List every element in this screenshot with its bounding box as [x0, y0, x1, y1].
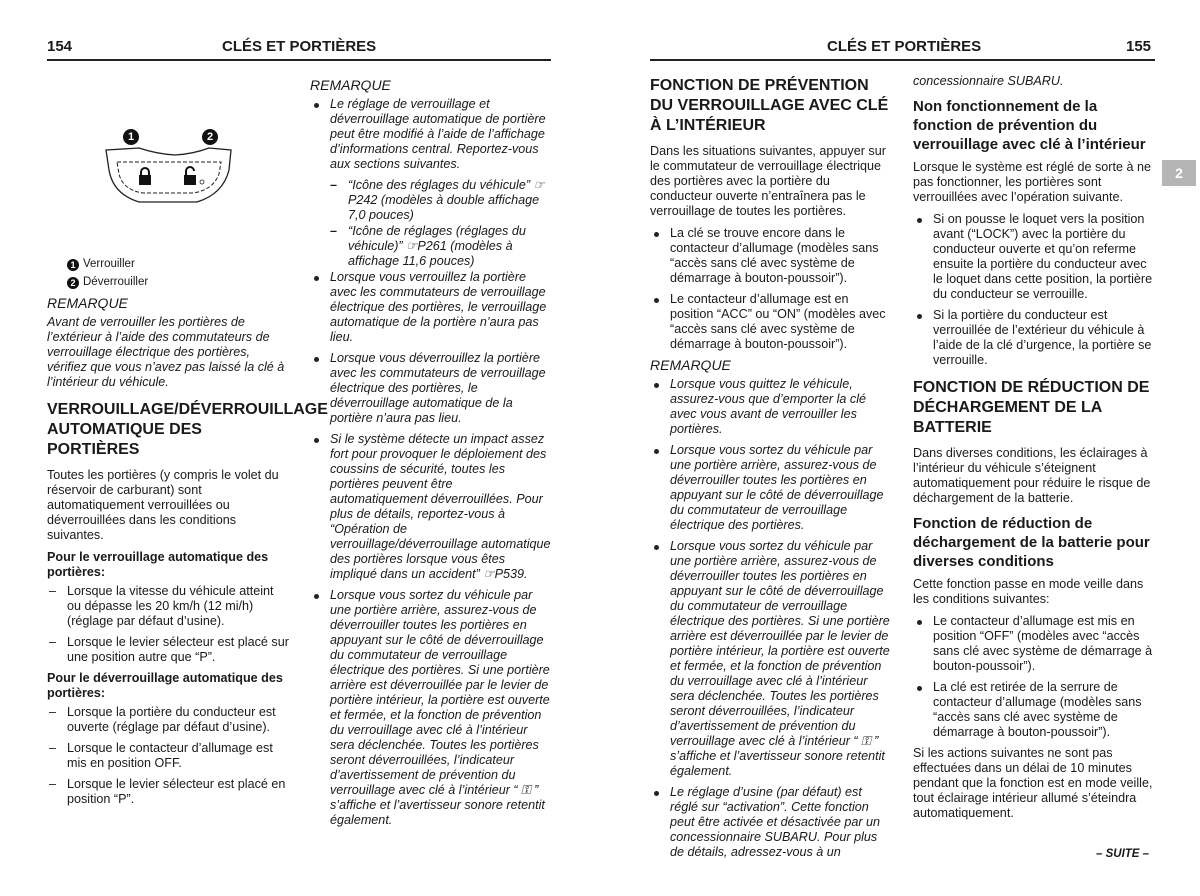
- column-1: [47, 72, 328, 813]
- column-4: [913, 74, 1155, 828]
- bullet-item: Si la portière du conducteur est verrouillée de l’extérieur du véhicule à l’aide de la clé d’urgence, la portière se verrouille.: [913, 308, 1155, 368]
- bullet-item: Si on pousse le loquet vers la position avant (“LOCK”) avec la portière du conducteur ouverte et qu’on referme ensuite la portière du conducteur avec le loquet dans cette position, la portière du conducteur se verrouille.: [913, 212, 1155, 302]
- remark-text: Avant de verrouiller les portières de l’extérieur à l’aide des commutateurs de verrouillage électrique des portières, vérifiez que vous n’avez pas laissé la clé à l’intérieur du véhicule.: [47, 315, 285, 389]
- legend-item: [67, 257, 289, 272]
- remark-bullet-item: Le réglage d’usine (par défaut) est réglé sur “activation”. Cette fonction peut être activée et désactivée par un concessionnaire SUBARU. Pour plus de détails, adressez-vous à un: [650, 785, 892, 860]
- remark-label: REMARQUE: [47, 295, 128, 311]
- dash-item: – Lorsque le levier sélecteur est placé en position “P”.: [47, 777, 289, 807]
- remark-bullet-item: Lorsque vous sortez du véhicule par une portière arrière, assurez-vous de déverrouiller toutes les portières en appuyant sur le côté de déverrouillage du commutateur de verrouillage électrique des portières.: [650, 443, 892, 533]
- bullet-item: Le contacteur d’allumage est mis en position “OFF” (modèles avec “accès sans clé avec système de démarrage à bouton-poussoir”).: [913, 614, 1155, 674]
- legend-label: Déverrouiller: [83, 276, 149, 288]
- unlock-icon: [184, 167, 204, 185]
- section-heading: FONCTION DE RÉDUCTION DE DÉCHARGEMENT DE LA BATTERIE: [913, 379, 1150, 436]
- remark-label: REMARQUE: [650, 357, 731, 373]
- lock-icon: [139, 168, 151, 185]
- paragraph: Cette fonction passe en mode veille dans les conditions suivantes:: [913, 577, 1144, 606]
- remark-continuation: concessionnaire SUBARU.: [913, 74, 1064, 88]
- dash-item: – Lorsque la portière du conducteur est ouverte (réglage par défaut d’usine).: [47, 705, 289, 735]
- dash-item: – Lorsque le levier sélecteur est placé sur une position autre que “P”.: [47, 635, 289, 665]
- subsection-heading: Fonction de réduction de déchargement de la batterie pour diverses conditions: [913, 515, 1150, 570]
- door-lock-switch-figure: [47, 72, 289, 257]
- remark-bullet-item: Lorsque vous déverrouillez la portière avec les commutateurs de verrouillage électrique des portières, le déverrouillage automatique de la portière n’aura pas lieu.: [310, 351, 552, 426]
- page-number-right: 155: [1126, 38, 1152, 55]
- callout-2: 2: [202, 129, 218, 145]
- callout-1: 1: [123, 129, 139, 145]
- sub-dash-item: – “Icône de réglages (réglages du véhicule)” ☞P261 (modèles à affichage 11,6 pouces): [310, 224, 552, 269]
- remark-bullet-item: Lorsque vous sortez du véhicule par une portière arrière, assurez-vous de déverrouiller toutes les portières en appuyant sur le côté de déverrouillage du commutateur de verrouillage électrique des portières. Si une portière arrière est déverrouillée par le levier de portière intérieur, la portière est ouverte et fermée, et la fonction de prévention du verrouillage avec clé à l’intérieur sera déclenchée. Toutes les portières seront déverrouillées, l’indicateur d’avertissement de prévention du verrouillage avec clé à l’intérieur “ ⚿ ” s’affiche et l’avertisseur sonore retentit également.: [650, 539, 892, 779]
- remark-label: REMARQUE: [310, 77, 391, 93]
- remark-bullet-item: Le réglage de verrouillage et déverrouillage automatique de portière peut être modifié à l’aide de l’affichage d’informations central. Reportez-vous aux sections suivantes.: [310, 97, 552, 172]
- section-heading: VERROUILLAGE/DÉVERROUILLAGE AUTOMATIQUE DES PORTIÈRES: [47, 401, 328, 458]
- paragraph: Lorsque le système est réglé de sorte à ne pas fonctionner, les portières sont verrouillées avec l’opération suivante.: [913, 160, 1152, 204]
- legend-item: [67, 275, 289, 290]
- dash-item: – Lorsque la vitesse du véhicule atteint ou dépasse les 20 km/h (12 mi/h) (réglage par défaut d’usine).: [47, 584, 289, 629]
- bullet-item: Le contacteur d’allumage est en position “ACC” ou “ON” (modèles avec “accès sans clé avec système de démarrage à bouton-poussoir”).: [650, 292, 892, 352]
- bullet-item: La clé se trouve encore dans le contacteur d’allumage (modèles sans “accès sans clé avec système de démarrage à bouton-poussoir”).: [650, 226, 892, 286]
- remark-bullet-item: Si le système détecte un impact assez fort pour provoquer le déploiement des coussins de sécurité, toutes les portières peuvent être automatiquement déverrouillées. Pour plus de détails, reportez-vous à “Opération de verrouillage/déverrouillage automatique des portières lorsque vous êtes impliqué dans un accident” ☞P539.: [310, 432, 552, 582]
- column-3: [650, 66, 892, 866]
- paragraph: Dans diverses conditions, les éclairages à l’intérieur du véhicule s’éteignent automatiquement pour réduire le risque de déchargement de la batterie.: [913, 446, 1151, 505]
- remark-bullet-item: Lorsque vous sortez du véhicule par une portière arrière, assurez-vous de déverrouiller toutes les portières en appuyant sur le côté de déverrouillage du commutateur de verrouillage électrique des portières. Si une portière arrière est déverrouillée par le levier de portière intérieur, la portière est ouverte et fermée, et la fonction de prévention du verrouillage avec clé à l’intérieur sera déclenchée. Toutes les portières seront déverrouillées, l’indicateur d’avertissement de prévention du verrouillage avec clé à l’intérieur “ ⚿ ” s’affiche et l’avertisseur sonore retentit également.: [310, 588, 552, 828]
- dash-item: – Lorsque le contacteur d’allumage est mis en position OFF.: [47, 741, 289, 771]
- legend-label: Verrouiller: [83, 258, 135, 270]
- door-lock-switch-illustration: [47, 72, 289, 257]
- paragraph: Dans les situations suivantes, appuyer sur le commutateur de verrouillage électrique des portières avec la portière du conducteur ouverte n’entraînera pas le verrouillage de toutes les portières.: [650, 144, 886, 218]
- remark-bullet-item: Lorsque vous verrouillez la portière avec les commutateurs de verrouillage électrique des portières, le verrouillage automatique de la portière n’aura pas lieu.: [310, 270, 552, 345]
- section-title-right: CLÉS ET PORTIÈRES: [827, 38, 982, 55]
- continued-footer: – SUITE –: [1096, 848, 1150, 860]
- sub-dash-item: – “Icône des réglages du véhicule” ☞P242 (modèles à double affichage 7,0 pouces): [310, 178, 552, 223]
- bold-label: Pour le verrouillage automatique des portières:: [47, 550, 269, 579]
- bold-label: Pour le déverrouillage automatique des portières:: [47, 671, 283, 700]
- header-rule-left: [47, 59, 551, 61]
- bullet-item: La clé est retirée de la serrure de contacteur d’allumage (modèles sans “accès sans clé avec système de démarrage à bouton-poussoir”).: [913, 680, 1155, 740]
- subsection-heading: Non fonctionnement de la fonction de prévention du verrouillage avec clé à l’intérieur: [913, 98, 1146, 153]
- section-title-left: CLÉS ET PORTIÈRES: [222, 38, 377, 55]
- paragraph: Toutes les portières (y compris le volet du réservoir de carburant) sont automatiquement verrouillées ou déverrouillées dans les conditions suivantes.: [47, 468, 279, 542]
- remark-bullet-item: Lorsque vous quittez le véhicule, assurez-vous que d’emporter la clé avec vous avant de verrouiller les portières.: [650, 377, 892, 437]
- section-heading: FONCTION DE PRÉVENTION DU VERROUILLAGE AVEC CLÉ À L’INTÉRIEUR: [650, 77, 889, 134]
- callout-number: 1: [67, 259, 79, 271]
- paragraph: Si les actions suivantes ne sont pas effectuées dans un délai de 10 minutes pendant que la fonction est en mode veille, tout éclairage intérieur allumé s’éteindra automatiquement.: [913, 746, 1153, 820]
- callout-number: 2: [67, 277, 79, 289]
- header-rule-right: [650, 59, 1155, 61]
- column-2: [310, 72, 552, 834]
- chapter-tab[interactable]: 2: [1162, 160, 1196, 186]
- page-number-left: 154: [47, 38, 73, 55]
